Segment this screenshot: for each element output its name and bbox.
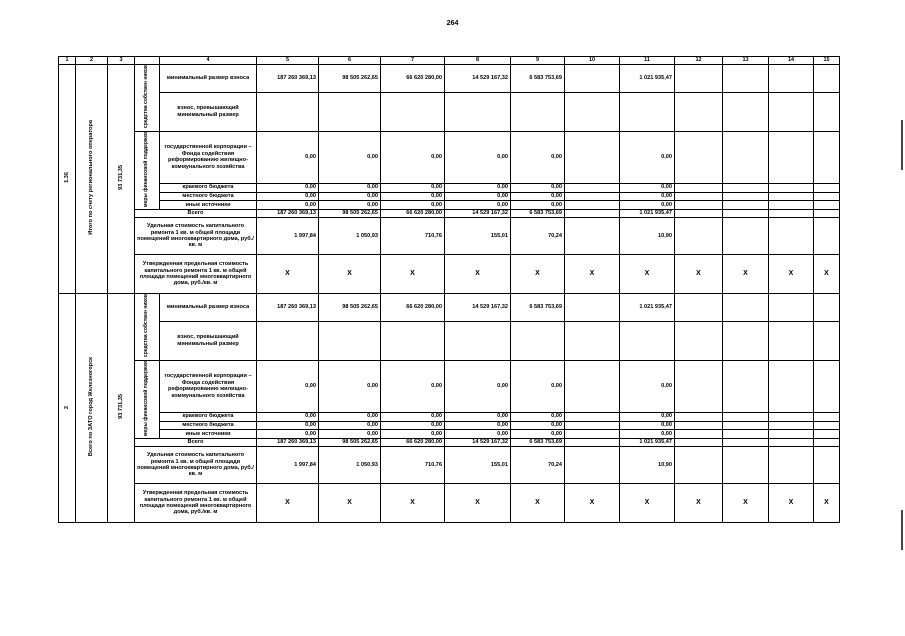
value-cell: 0,00 bbox=[257, 201, 319, 210]
approved-cell bbox=[381, 255, 445, 294]
column-number: 1 bbox=[59, 57, 76, 65]
value-cell bbox=[723, 131, 769, 183]
value-cell: 0,00 bbox=[257, 421, 319, 430]
value-cell: 10,90 bbox=[620, 447, 675, 484]
value-cell bbox=[814, 360, 840, 412]
approved-cell bbox=[319, 484, 381, 523]
value-cell bbox=[565, 294, 620, 322]
x-mark: X bbox=[824, 269, 829, 277]
value-cell: 14 529 167,32 bbox=[445, 294, 511, 322]
value-cell bbox=[814, 218, 840, 255]
value-cell: 0,00 bbox=[381, 131, 445, 183]
value-cell: 0,00 bbox=[511, 183, 565, 192]
x-mark: X bbox=[410, 498, 415, 506]
column-number: 6 bbox=[319, 57, 381, 65]
value-cell: 0,00 bbox=[319, 183, 381, 192]
regional-budget-label: краевого бюджета bbox=[160, 412, 257, 421]
table-row bbox=[59, 255, 840, 294]
x-mark: X bbox=[535, 269, 540, 277]
value-cell: 0,00 bbox=[445, 131, 511, 183]
column-number: 10 bbox=[565, 57, 620, 65]
value-cell: 0,00 bbox=[319, 430, 381, 439]
column-number: 11 bbox=[620, 57, 675, 65]
value-cell: 1 021 935,47 bbox=[620, 65, 675, 93]
value-cell bbox=[565, 321, 620, 360]
item-number bbox=[59, 65, 76, 294]
excess-contribution-label: взнос, превышающий минимальный размер bbox=[160, 321, 257, 360]
x-mark: X bbox=[535, 498, 540, 506]
x-mark: X bbox=[589, 498, 595, 506]
value-cell bbox=[723, 421, 769, 430]
value-cell bbox=[675, 92, 723, 131]
value-cell: 0,00 bbox=[620, 131, 675, 183]
value-cell bbox=[814, 65, 840, 93]
value-cell bbox=[565, 131, 620, 183]
value-cell: 66 620 280,00 bbox=[381, 294, 445, 322]
min-contribution-label: минимальный размер взноса bbox=[160, 294, 257, 322]
value-cell bbox=[723, 321, 769, 360]
value-cell: 0,00 bbox=[381, 412, 445, 421]
value-cell: 66 620 280,00 bbox=[381, 439, 445, 447]
value-cell bbox=[675, 183, 723, 192]
value-cell: 710,76 bbox=[381, 447, 445, 484]
value-cell bbox=[511, 321, 565, 360]
value-cell: 0,00 bbox=[257, 430, 319, 439]
table-row bbox=[59, 201, 840, 210]
approved-max-label: Утвержденная предельная стоимость капитального ремонта 1 кв. м общей площади помещений многоквартирного дома, руб./кв. м bbox=[135, 255, 257, 294]
table-row bbox=[59, 484, 840, 523]
value-cell: 0,00 bbox=[381, 201, 445, 210]
support-measures-text: меры финансовой поддержки bbox=[143, 131, 150, 207]
value-cell bbox=[814, 201, 840, 210]
value-cell bbox=[769, 439, 814, 447]
value-cell: 0,00 bbox=[445, 430, 511, 439]
value-cell: 1 997,84 bbox=[257, 447, 319, 484]
approved-cell bbox=[565, 484, 620, 523]
value-cell bbox=[814, 430, 840, 439]
table-row bbox=[59, 192, 840, 201]
column-number: 3 bbox=[108, 57, 135, 65]
value-cell bbox=[723, 92, 769, 131]
value-cell bbox=[723, 294, 769, 322]
table-row bbox=[59, 360, 840, 412]
item-name bbox=[76, 294, 108, 523]
value-cell: 0,00 bbox=[381, 360, 445, 412]
column-number: 4 bbox=[160, 57, 257, 65]
value-cell bbox=[675, 439, 723, 447]
value-cell: 0,00 bbox=[445, 192, 511, 201]
approved-cell bbox=[445, 484, 511, 523]
value-cell bbox=[723, 65, 769, 93]
unit-cost-label: Удельная стоимость капитального ремонта 1 кв. м общей площади помещений многоквартирного дома, руб./кв. м bbox=[135, 218, 257, 255]
value-cell: 0,00 bbox=[319, 412, 381, 421]
value-cell bbox=[769, 421, 814, 430]
column-number: 14 bbox=[769, 57, 814, 65]
value-cell bbox=[565, 412, 620, 421]
value-cell bbox=[620, 92, 675, 131]
value-cell bbox=[814, 294, 840, 322]
value-cell bbox=[675, 192, 723, 201]
approved-cell bbox=[675, 484, 723, 523]
approved-cell bbox=[723, 255, 769, 294]
value-cell bbox=[675, 360, 723, 412]
value-cell bbox=[723, 192, 769, 201]
owners-funds-text: средства собствен ников bbox=[143, 65, 150, 129]
table-row bbox=[59, 430, 840, 439]
owners-funds-label bbox=[135, 65, 160, 132]
value-cell: 98 505 262,65 bbox=[319, 210, 381, 218]
value-cell bbox=[769, 192, 814, 201]
table-row bbox=[59, 218, 840, 255]
value-cell bbox=[381, 321, 445, 360]
value-cell: 0,00 bbox=[319, 360, 381, 412]
value-cell: 187 260 369,13 bbox=[257, 439, 319, 447]
approved-cell bbox=[723, 484, 769, 523]
value-cell bbox=[675, 447, 723, 484]
scan-edge-mark bbox=[901, 120, 903, 170]
value-cell: 0,00 bbox=[319, 192, 381, 201]
value-cell bbox=[814, 439, 840, 447]
value-cell bbox=[769, 412, 814, 421]
value-cell: 0,00 bbox=[511, 360, 565, 412]
value-cell bbox=[723, 439, 769, 447]
approved-cell bbox=[565, 255, 620, 294]
value-cell: 0,00 bbox=[620, 192, 675, 201]
value-cell: 6 583 753,69 bbox=[511, 294, 565, 322]
scan-edge-mark bbox=[901, 510, 903, 550]
column-number: 13 bbox=[723, 57, 769, 65]
value-cell: 0,00 bbox=[257, 131, 319, 183]
value-cell bbox=[769, 92, 814, 131]
value-cell bbox=[445, 321, 511, 360]
approved-cell bbox=[381, 484, 445, 523]
value-cell bbox=[723, 210, 769, 218]
value-cell: 0,00 bbox=[511, 192, 565, 201]
table-row bbox=[59, 131, 840, 183]
value-cell bbox=[814, 131, 840, 183]
value-cell bbox=[814, 421, 840, 430]
x-mark: X bbox=[644, 498, 650, 506]
value-cell: 6 583 753,69 bbox=[511, 65, 565, 93]
table-row bbox=[59, 65, 840, 93]
x-mark: X bbox=[743, 498, 748, 506]
value-cell bbox=[565, 210, 620, 218]
value-cell bbox=[565, 183, 620, 192]
value-cell: 1 021 935,47 bbox=[620, 294, 675, 322]
total-label: Всего bbox=[135, 439, 257, 447]
value-cell: 0,00 bbox=[381, 421, 445, 430]
value-cell bbox=[511, 92, 565, 131]
value-cell bbox=[565, 439, 620, 447]
value-cell bbox=[620, 321, 675, 360]
column-number: 2 bbox=[76, 57, 108, 65]
item-name bbox=[76, 65, 108, 294]
column-number: 15 bbox=[814, 57, 840, 65]
table-row bbox=[59, 421, 840, 430]
value-cell: 0,00 bbox=[257, 360, 319, 412]
local-budget-label: местного бюджета bbox=[160, 421, 257, 430]
value-cell: 0,00 bbox=[445, 412, 511, 421]
value-cell: 0,00 bbox=[620, 430, 675, 439]
approved-max-label: Утвержденная предельная стоимость капитального ремонта 1 кв. м общей площади помещений многоквартирного дома, руб./кв. м bbox=[135, 484, 257, 523]
x-mark: X bbox=[589, 269, 595, 277]
value-cell: 0,00 bbox=[445, 183, 511, 192]
value-cell: 0,00 bbox=[257, 192, 319, 201]
value-cell bbox=[723, 218, 769, 255]
value-cell bbox=[769, 210, 814, 218]
approved-cell bbox=[620, 484, 675, 523]
support-measures-label bbox=[135, 131, 160, 210]
value-cell: 1 050,93 bbox=[319, 218, 381, 255]
value-cell bbox=[565, 430, 620, 439]
value-cell: 0,00 bbox=[620, 360, 675, 412]
value-cell: 0,00 bbox=[620, 201, 675, 210]
value-cell bbox=[723, 412, 769, 421]
value-cell bbox=[769, 430, 814, 439]
value-cell bbox=[675, 218, 723, 255]
approved-cell bbox=[445, 255, 511, 294]
value-cell: 0,00 bbox=[511, 412, 565, 421]
value-cell bbox=[769, 360, 814, 412]
approved-cell bbox=[511, 484, 565, 523]
table-row bbox=[59, 321, 840, 360]
value-cell bbox=[675, 412, 723, 421]
value-cell: 0,00 bbox=[620, 183, 675, 192]
value-cell bbox=[675, 294, 723, 322]
value-cell: 14 529 167,32 bbox=[445, 439, 511, 447]
capital-repair-table bbox=[58, 56, 840, 523]
value-cell bbox=[319, 321, 381, 360]
value-cell: 0,00 bbox=[511, 201, 565, 210]
x-mark: X bbox=[788, 498, 794, 506]
value-cell bbox=[723, 183, 769, 192]
approved-cell bbox=[620, 255, 675, 294]
value-cell bbox=[769, 294, 814, 322]
fund-label: государственной корпорации – Фонда содействия реформированию жилищно-коммунального хозяйства bbox=[160, 360, 257, 412]
value-cell: 0,00 bbox=[319, 421, 381, 430]
approved-cell bbox=[814, 255, 840, 294]
item-number-text: 1.36 bbox=[63, 172, 70, 184]
value-cell bbox=[723, 360, 769, 412]
value-cell: 1 021 935,47 bbox=[620, 439, 675, 447]
value-cell: 0,00 bbox=[445, 201, 511, 210]
x-mark: X bbox=[410, 269, 415, 277]
approved-cell bbox=[675, 255, 723, 294]
value-cell: 0,00 bbox=[620, 412, 675, 421]
value-cell: 187 260 369,13 bbox=[257, 210, 319, 218]
value-cell bbox=[769, 131, 814, 183]
value-cell: 0,00 bbox=[445, 421, 511, 430]
value-cell: 70,24 bbox=[511, 447, 565, 484]
value-cell bbox=[565, 65, 620, 93]
value-cell bbox=[257, 321, 319, 360]
fund-label: государственной корпорации – Фонда содействия реформированию жилищно-коммунального хозяйства bbox=[160, 131, 257, 183]
value-cell: 0,00 bbox=[257, 183, 319, 192]
value-cell bbox=[675, 421, 723, 430]
column-number: 8 bbox=[445, 57, 511, 65]
item-area bbox=[108, 65, 135, 294]
support-measures-label bbox=[135, 360, 160, 439]
value-cell bbox=[814, 92, 840, 131]
table-row bbox=[59, 294, 840, 322]
total-label: Всего bbox=[135, 210, 257, 218]
value-cell bbox=[814, 412, 840, 421]
approved-cell bbox=[319, 255, 381, 294]
value-cell: 0,00 bbox=[445, 360, 511, 412]
value-cell bbox=[565, 360, 620, 412]
value-cell: 70,24 bbox=[511, 218, 565, 255]
value-cell: 187 260 369,13 bbox=[257, 294, 319, 322]
value-cell: 0,00 bbox=[319, 201, 381, 210]
value-cell: 0,00 bbox=[381, 183, 445, 192]
item-name-text: Всего по ЗАТО город Железногорск bbox=[88, 357, 95, 457]
x-mark: X bbox=[743, 269, 748, 277]
value-cell bbox=[445, 92, 511, 131]
value-cell bbox=[723, 447, 769, 484]
value-cell bbox=[769, 201, 814, 210]
other-sources-label: иные источники bbox=[160, 430, 257, 439]
approved-cell bbox=[769, 255, 814, 294]
column-number: 7 bbox=[381, 57, 445, 65]
value-cell: 155,01 bbox=[445, 447, 511, 484]
value-cell: 14 529 167,32 bbox=[445, 210, 511, 218]
x-mark: X bbox=[696, 498, 701, 506]
item-number-text: 2 bbox=[63, 405, 70, 409]
value-cell bbox=[769, 321, 814, 360]
table-row bbox=[59, 183, 840, 192]
value-cell bbox=[814, 210, 840, 218]
value-cell: 98 505 262,65 bbox=[319, 65, 381, 93]
value-cell: 14 529 167,32 bbox=[445, 65, 511, 93]
value-cell: 0,00 bbox=[257, 412, 319, 421]
item-area-text: 93 731,35 bbox=[117, 394, 124, 420]
value-cell bbox=[319, 92, 381, 131]
x-mark: X bbox=[475, 269, 480, 277]
value-cell: 0,00 bbox=[319, 131, 381, 183]
value-cell: 66 620 280,00 bbox=[381, 65, 445, 93]
x-mark: X bbox=[475, 498, 480, 506]
x-mark: X bbox=[285, 269, 290, 277]
excess-contribution-label: взнос, превышающий минимальный размер bbox=[160, 92, 257, 131]
value-cell bbox=[565, 92, 620, 131]
table-row bbox=[59, 412, 840, 421]
value-cell: 155,01 bbox=[445, 218, 511, 255]
value-cell bbox=[814, 447, 840, 484]
column-number: 12 bbox=[675, 57, 723, 65]
value-cell bbox=[723, 201, 769, 210]
min-contribution-label: минимальный размер взноса bbox=[160, 65, 257, 93]
value-cell bbox=[814, 183, 840, 192]
value-cell: 0,00 bbox=[620, 421, 675, 430]
x-mark: X bbox=[347, 498, 352, 506]
x-mark: X bbox=[285, 498, 290, 506]
x-mark: X bbox=[644, 269, 650, 277]
value-cell: 710,76 bbox=[381, 218, 445, 255]
column-number: 5 bbox=[257, 57, 319, 65]
value-cell: 1 021 935,47 bbox=[620, 210, 675, 218]
table-row bbox=[59, 92, 840, 131]
item-number bbox=[59, 294, 76, 523]
approved-cell bbox=[257, 484, 319, 523]
value-cell bbox=[723, 430, 769, 439]
value-cell: 187 260 369,13 bbox=[257, 65, 319, 93]
page-number: 264 bbox=[446, 20, 459, 27]
value-cell: 1 050,93 bbox=[319, 447, 381, 484]
value-cell: 0,00 bbox=[511, 131, 565, 183]
x-mark: X bbox=[347, 269, 352, 277]
item-name-text: Итого по счету регионального оператора bbox=[88, 120, 95, 236]
local-budget-label: местного бюджета bbox=[160, 192, 257, 201]
owners-funds-label bbox=[135, 294, 160, 361]
value-cell bbox=[675, 201, 723, 210]
regional-budget-label: краевого бюджета bbox=[160, 183, 257, 192]
value-cell bbox=[675, 210, 723, 218]
x-mark: X bbox=[696, 269, 701, 277]
table-row bbox=[59, 439, 840, 447]
value-cell: 0,00 bbox=[381, 430, 445, 439]
column-number bbox=[135, 57, 160, 65]
approved-cell bbox=[814, 484, 840, 523]
value-cell bbox=[565, 218, 620, 255]
value-cell bbox=[675, 131, 723, 183]
value-cell bbox=[565, 421, 620, 430]
value-cell: 0,00 bbox=[511, 430, 565, 439]
value-cell: 0,00 bbox=[381, 192, 445, 201]
value-cell bbox=[814, 321, 840, 360]
x-mark: X bbox=[824, 498, 829, 506]
value-cell bbox=[769, 218, 814, 255]
value-cell: 1 997,84 bbox=[257, 218, 319, 255]
value-cell: 98 505 262,65 bbox=[319, 294, 381, 322]
value-cell bbox=[381, 92, 445, 131]
value-cell bbox=[675, 321, 723, 360]
value-cell: 98 505 262,65 bbox=[319, 439, 381, 447]
value-cell: 66 620 280,00 bbox=[381, 210, 445, 218]
value-cell: 6 583 753,69 bbox=[511, 439, 565, 447]
unit-cost-label: Удельная стоимость капитального ремонта 1 кв. м общей площади помещений многоквартирного дома, руб./кв. м bbox=[135, 447, 257, 484]
item-area bbox=[108, 294, 135, 523]
value-cell bbox=[769, 447, 814, 484]
other-sources-label: иные источники bbox=[160, 201, 257, 210]
approved-cell bbox=[257, 255, 319, 294]
value-cell bbox=[257, 92, 319, 131]
value-cell bbox=[814, 192, 840, 201]
value-cell bbox=[769, 183, 814, 192]
support-measures-text: меры финансовой поддержки bbox=[143, 360, 150, 436]
value-cell bbox=[769, 65, 814, 93]
item-area-text: 93 731,35 bbox=[117, 165, 124, 191]
value-cell bbox=[675, 65, 723, 93]
value-cell bbox=[565, 447, 620, 484]
value-cell bbox=[565, 192, 620, 201]
column-number: 9 bbox=[511, 57, 565, 65]
x-mark: X bbox=[788, 269, 794, 277]
value-cell: 6 583 753,69 bbox=[511, 210, 565, 218]
value-cell: 0,00 bbox=[511, 421, 565, 430]
approved-cell bbox=[511, 255, 565, 294]
table-row bbox=[59, 210, 840, 218]
value-cell bbox=[565, 201, 620, 210]
owners-funds-text: средства собствен ников bbox=[143, 294, 150, 358]
approved-cell bbox=[769, 484, 814, 523]
table-row bbox=[59, 447, 840, 484]
value-cell bbox=[675, 430, 723, 439]
value-cell: 10,90 bbox=[620, 218, 675, 255]
